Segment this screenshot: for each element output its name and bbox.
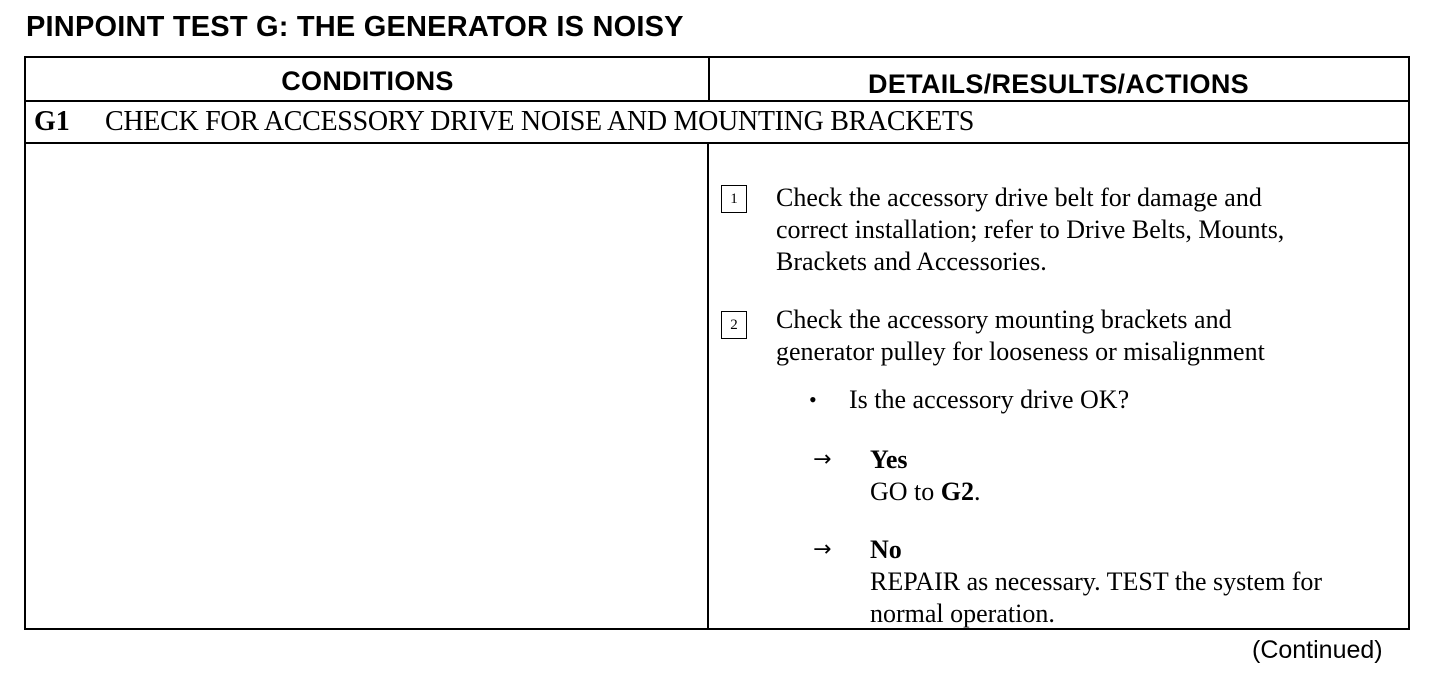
answer-action-line: REPAIR as necessary. TEST the system for [870, 567, 1323, 596]
page-title: PINPOINT TEST G: THE GENERATOR IS NOISY [26, 11, 684, 43]
answer-label: No [870, 535, 902, 564]
instruction-line: Check the accessory drive belt for damage and [776, 183, 1262, 212]
instruction-line: Brackets and Accessories. [776, 247, 1047, 276]
instruction-1 [776, 182, 1284, 278]
details-header: DETAILS/RESULTS/ACTIONS [868, 68, 1249, 99]
instruction-2 [776, 304, 1265, 368]
step-id: G1 [34, 106, 70, 137]
answer-action-line: normal operation. [870, 599, 1055, 628]
instruction-line: correct installation; refer to Drive Belts, Mounts, [776, 215, 1285, 244]
instruction-number-box: 2 [721, 311, 747, 339]
answer-no [870, 534, 1322, 630]
instruction-line: generator pulley for looseness or misalignment [776, 337, 1265, 366]
question-line: Is the accessory drive OK? [849, 385, 1130, 414]
step-title: CHECK FOR ACCESSORY DRIVE NOISE AND MOUNTING BRACKETS [105, 106, 975, 137]
arrow-right-icon: → [813, 537, 832, 562]
step-row [26, 102, 1408, 144]
answer-action: GO to G2. [870, 477, 981, 506]
arrow-right-icon: → [813, 447, 832, 472]
table-header-row [26, 58, 1408, 102]
conditions-header: CONDITIONS [281, 65, 454, 96]
answer-yes [870, 444, 981, 508]
instruction-line: Check the accessory mounting brackets and [776, 305, 1232, 334]
pinpoint-test-table [24, 56, 1410, 630]
instruction-number-box: 1 [721, 185, 747, 213]
bullet-icon: • [809, 387, 817, 412]
step-reference: G2 [940, 477, 975, 506]
question-text [849, 384, 1129, 416]
details-cell [709, 144, 1409, 630]
continued-note: (Continued) [1252, 636, 1383, 664]
answer-label: Yes [870, 445, 908, 474]
